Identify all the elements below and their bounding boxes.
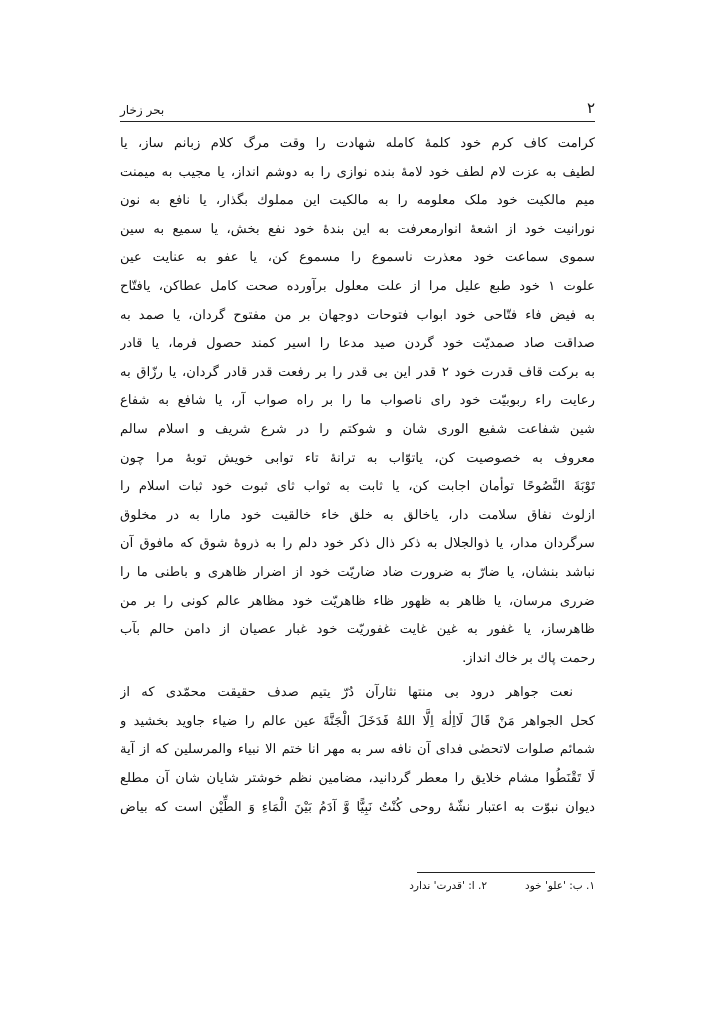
main-text (120, 130, 595, 822)
text-line: ضرری مرسان، یا ظاهر به ظهور ظاء ظاهریّت خود مظاهر عالم کونی را بر من (120, 593, 595, 609)
text-line: لطیف به عزت لام لطف خود لامهٔ بنده نوازی را به دوشم انداز، یا مجیب به میمنت (120, 164, 595, 180)
text-line: ازلوث نفاق سلامت دار، یاخالق به خلق خاء خالقیت خود مارا به در مخلوق (120, 507, 595, 523)
text-line: شین شفاعت شفیع الوری شان و شوکتم را در شرع شریف و اسلام سالم (120, 421, 595, 437)
text-line: نعت جواهر درود بی منتها نثارآن دُرّ یتیم صدف حقیقت محمّدی که از (120, 685, 573, 701)
text-line: ظاهرساز، یا غفور به غین غایت غفوریّت خود غبار عصیان از دامن حالم بآب (120, 622, 595, 638)
text-line: رحمت پاك بر خاك انداز. (462, 650, 595, 666)
text-line: لَا تَقْنَطُوا مشام خلایق را معطر گردانید، مضامین نظم خوشتر شایان شان آن مطلع (120, 771, 595, 787)
text-line: میم مالکیت خود ملک معلومه را به مالکیت این مملوك بگذار، یا نافع به نون (120, 193, 595, 209)
footnote-2: ۲. ا: 'قدرت' ندارد (409, 880, 488, 892)
text-line: رعایت راء ربوبیّت خود رای ناصواب ما را بر راه صواب آر، یا شافع به شفاع (120, 393, 595, 409)
header-divider (120, 121, 595, 122)
footnote-divider (417, 872, 595, 873)
text-line: کحل الجواهر مَنْ قَالَ لَااِلٰهَ اِلَّا اللهُ فَدَخَلَ الْجَنَّةَ عین عالم را ضیاء جاوید بخشید و (120, 713, 595, 729)
text-line: معروف به خصوصیت کن، یاتوّاب به ترانهٔ تاء توابی خویش توبهٔ مرا چون (120, 450, 595, 466)
page-number: ۲ (586, 99, 595, 117)
text-line: به فیض فاء فتّاحی خود ابواب فتوحات دوجهان بر من مفتوح گردان، یا صمد به (120, 307, 595, 323)
running-title: بحر زخار (120, 103, 165, 117)
text-line: شمائم صلوات لاتحصٰی فدای آن نافه سر به مهر انا ختم الا نبیاء والمرسلین که از آیة (120, 742, 595, 758)
text-line: صداقت صاد صمدیّت خود گردن صید مدعا را اسیر کمند حصول فرما، یا قادر (120, 336, 595, 352)
text-line: کرامت کاف کرم خود کلمهٔ کامله شهادت را وقت مرگ کلام زبانم ساز، یا (120, 136, 595, 151)
text-line: سرگردان مدار، یا ذوالجلال به ذکر ذال ذکر خود دلم را به ذروهٔ شوق که مافوق آن (120, 536, 595, 552)
page-header (120, 95, 595, 117)
text-line: علوت ۱ خود طبع علیل مرا از علت معلول برآورده صحت کامل عطاکن، یافتّاح (120, 278, 595, 294)
text-line: سموی سماعت خود معذرت ناسموع را مسموع کن، یا عفو به عنایت عین (120, 250, 595, 266)
text-line: دیوان نبوّت به اعتبار نشّهٔ روحی کُنْتُ نَبِیًّا وَّ آدَمُ بَیْنَ الْمَاءِ وَ الطِّیْن است که بیاض (120, 799, 595, 815)
footnotes (409, 880, 595, 892)
text-line: نباشد بنشان، یا ضارّ به ضرورت ضاد ضاریّت خود از اضرار ظاهری و باطنی ما را (120, 564, 595, 580)
text-line: تَوْبَةَ النَّصُوحًا توأمان اجابت کن، یا ثابت به ثواب ثای ثبوت خود ثبات اسلام را (120, 479, 595, 495)
text-line: به برکت قاف قدرت خود ۲ قدر این بی قدر را بر رفعت قدر قادر گردان، یا رزّاق به (120, 364, 595, 380)
footnote-1: ۱. ب: 'علو' خود (525, 880, 595, 892)
text-line: نورانیت خود از اشعهٔ انوارمعرفت به این بندهٔ خود نفع بخش، یا سمیع به سین (120, 221, 595, 237)
